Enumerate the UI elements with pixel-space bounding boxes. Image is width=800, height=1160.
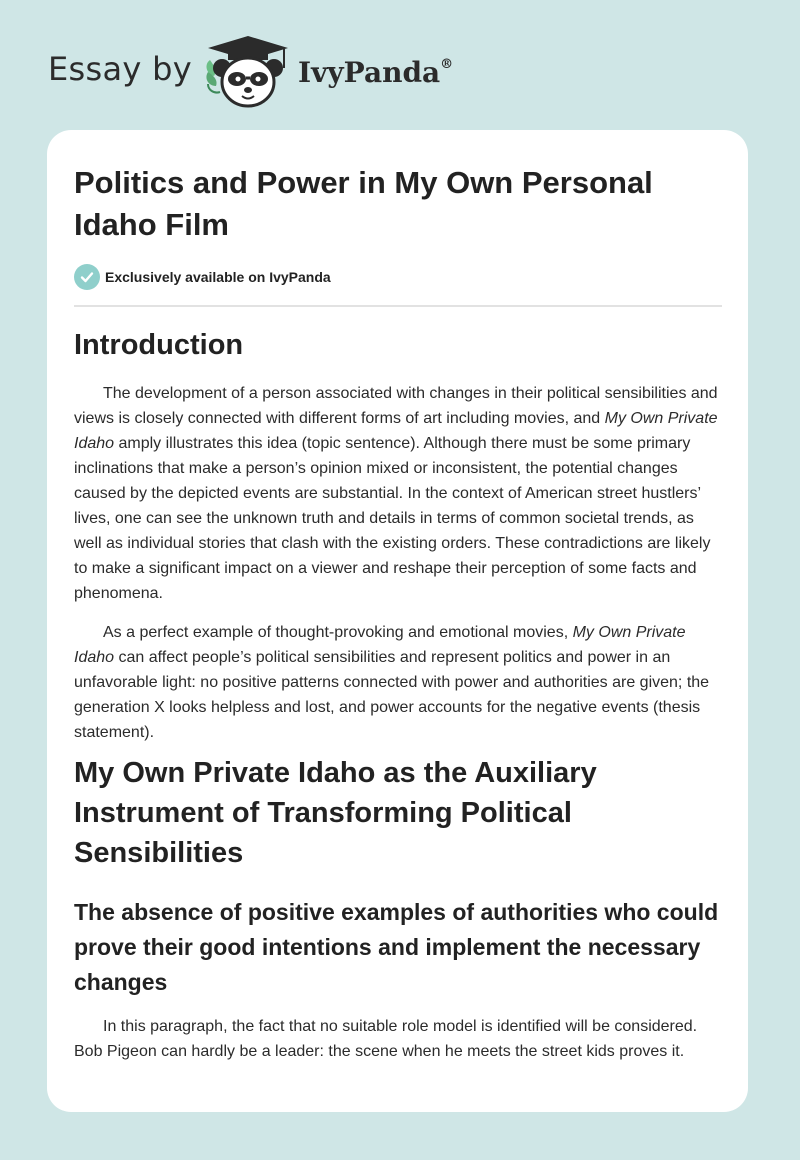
paragraph: In this paragraph, the fact that no suitable role model is identified will be considered. Bob Pigeon can hardly be a leader: the scene when he meets the street kids proves it.	[74, 1018, 698, 1060]
film-title-italic: My Own Private Idaho	[74, 624, 686, 666]
brand-text: IvyPanda	[298, 56, 441, 89]
essay-content	[74, 162, 722, 1064]
film-title-italic: My Own Private Idaho	[74, 410, 718, 452]
registered-mark: ®	[440, 56, 454, 72]
site-header	[0, 0, 800, 130]
paragraph-text: amply illustrates this idea (topic sentence). Although there must be some primary inclinations that make a person’s opinion mixed or inconsistent, the potential changes caused by the depicted events are substantial. In the context of American street hustlers’ lives, one can see the unknown truth and details in terms of common societal trends, as well as individual stories that clash with the existing orders. These contradictions are likely to make a significant impact on a viewer and reshape their perception of some facts and phenomena.	[74, 435, 711, 602]
essay-title: Politics and Power in My Own Personal Idaho Film	[74, 165, 653, 242]
paragraph-text: As a perfect example of thought-provoking and emotional movies,	[103, 624, 573, 641]
availability-badge	[74, 264, 722, 290]
paragraph	[74, 620, 722, 745]
section-heading-introduction: Introduction	[74, 329, 244, 361]
paragraph-text: can affect people’s political sensibilities and represent politics and power in an unfavorable light: no positive patterns connected with power and authorities are given; the generation X looks helpless and lost, and power accounts for the negative events (thesis statement).	[74, 649, 710, 741]
availability-text: Exclusively available on IvyPanda	[105, 269, 331, 285]
essay-card	[47, 130, 748, 1112]
divider	[74, 305, 722, 307]
check-icon	[74, 264, 100, 290]
section-heading-auxiliary-instrument: My Own Private Idaho as the Auxiliary Instrument of Transforming Political Sensibilities	[74, 757, 597, 869]
brand-name[interactable]	[298, 56, 453, 89]
essay-by-label: Essay by	[48, 50, 192, 88]
subsection-heading: The absence of positive examples of authorities who could prove their good intentions and implement the necessary changes	[74, 899, 719, 995]
paragraph	[74, 381, 722, 606]
panda-graduate-icon[interactable]	[200, 34, 296, 110]
paragraph-text: The development of a person associated with changes in their political sensibilities and views is closely connected with different forms of art including movies, and	[74, 385, 718, 427]
